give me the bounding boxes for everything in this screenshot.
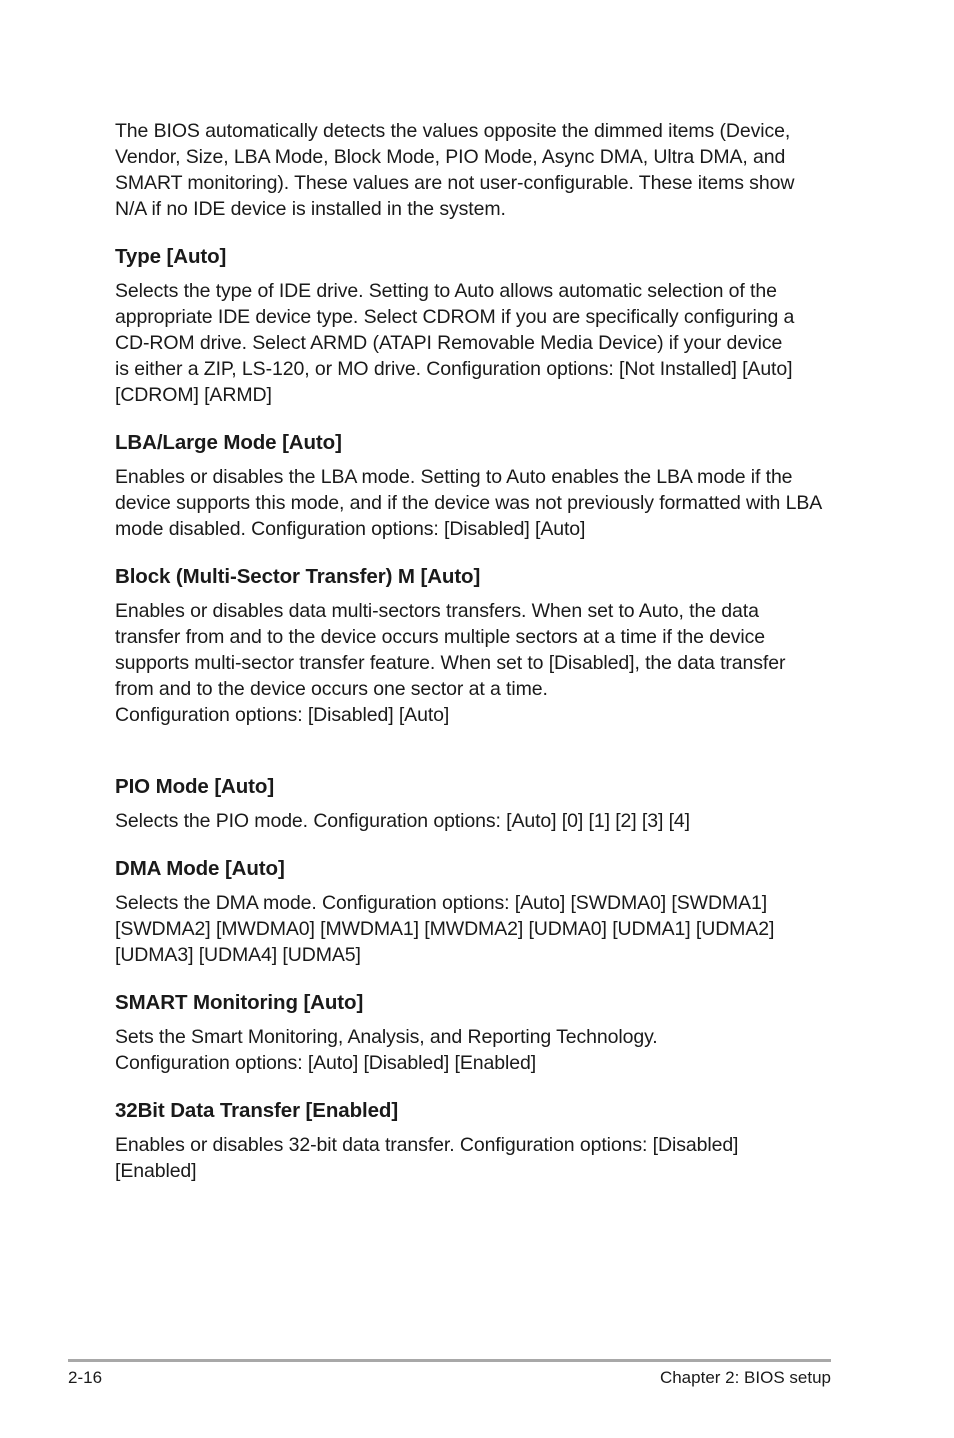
body-line: device supports this mode, and if the device was not previously formatted with LBA	[115, 492, 823, 514]
body-line: is either a ZIP, LS-120, or MO drive. Configuration options: [Not Installed] [Auto]	[115, 358, 793, 380]
body-line: Selects the type of IDE drive. Setting to Auto allows automatic selection of the	[115, 280, 777, 302]
section-heading: Block (Multi-Sector Transfer) M [Auto]	[115, 565, 481, 588]
section-heading: PIO Mode [Auto]	[115, 775, 275, 798]
section-type	[115, 244, 835, 408]
body-line: Configuration options: [Auto] [Disabled] [Enabled]	[115, 1052, 537, 1074]
body-line: [CDROM] [ARMD]	[115, 384, 272, 406]
page-content	[115, 118, 835, 1184]
section-body	[115, 808, 835, 834]
chapter-title: Chapter 2: BIOS setup	[659, 1368, 831, 1387]
body-line: Enables or disables the LBA mode. Setting to Auto enables the LBA mode if the	[115, 466, 793, 488]
body-line: CD-ROM drive. Select ARMD (ATAPI Removable Media Device) if your device	[115, 332, 783, 354]
body-line: Enables or disables data multi-sectors transfers. When set to Auto, the data	[115, 600, 759, 622]
section-heading: DMA Mode [Auto]	[115, 857, 285, 880]
footer-divider	[68, 1359, 831, 1362]
body-line: Selects the DMA mode. Configuration options: [Auto] [SWDMA0] [SWDMA1]	[115, 892, 768, 914]
intro-line: SMART monitoring). These values are not user-configurable. These items show	[115, 172, 795, 194]
page-number: 2-16	[68, 1368, 103, 1387]
section-heading: SMART Monitoring [Auto]	[115, 991, 364, 1014]
intro-line: N/A if no IDE device is installed in the system.	[115, 198, 506, 220]
body-line: [Enabled]	[115, 1160, 197, 1182]
section-block-mode	[115, 564, 835, 728]
body-line: supports multi-sector transfer feature. When set to [Disabled], the data transfer	[115, 652, 786, 674]
body-line: from and to the device occurs one sector at a time.	[115, 678, 548, 700]
section-heading: LBA/Large Mode [Auto]	[115, 431, 342, 454]
section-body	[115, 278, 835, 408]
section-body	[115, 1132, 835, 1184]
intro-line: Vendor, Size, LBA Mode, Block Mode, PIO Mode, Async DMA, Ultra DMA, and	[115, 146, 786, 168]
body-line: Configuration options: [Disabled] [Auto]	[115, 704, 450, 726]
body-line: [SWDMA2] [MWDMA0] [MWDMA1] [MWDMA2] [UDMA0] [UDMA1] [UDMA2]	[115, 918, 775, 940]
section-body	[115, 890, 835, 968]
body-line: [UDMA3] [UDMA4] [UDMA5]	[115, 944, 361, 966]
section-heading: Type [Auto]	[115, 245, 227, 268]
body-line: Enables or disables 32-bit data transfer. Configuration options: [Disabled]	[115, 1134, 739, 1156]
body-line: appropriate IDE device type. Select CDROM if you are specifically configuring a	[115, 306, 795, 328]
section-body	[115, 464, 835, 542]
section-smart-monitoring	[115, 990, 835, 1076]
section-lba-large-mode	[115, 430, 835, 542]
section-body	[115, 598, 835, 728]
intro-line: The BIOS automatically detects the values opposite the dimmed items (Device,	[115, 120, 791, 142]
section-pio-mode	[115, 774, 835, 834]
section-heading: 32Bit Data Transfer [Enabled]	[115, 1099, 399, 1122]
section-32bit-data-transfer	[115, 1098, 835, 1184]
body-line: Sets the Smart Monitoring, Analysis, and Reporting Technology.	[115, 1026, 658, 1048]
section-body	[115, 1024, 835, 1076]
body-line: Selects the PIO mode. Configuration options: [Auto] [0] [1] [2] [3] [4]	[115, 810, 690, 832]
body-line: transfer from and to the device occurs multiple sectors at a time if the device	[115, 626, 765, 648]
section-dma-mode	[115, 856, 835, 968]
body-line: mode disabled. Configuration options: [Disabled] [Auto]	[115, 518, 586, 540]
intro-paragraph	[115, 118, 835, 222]
